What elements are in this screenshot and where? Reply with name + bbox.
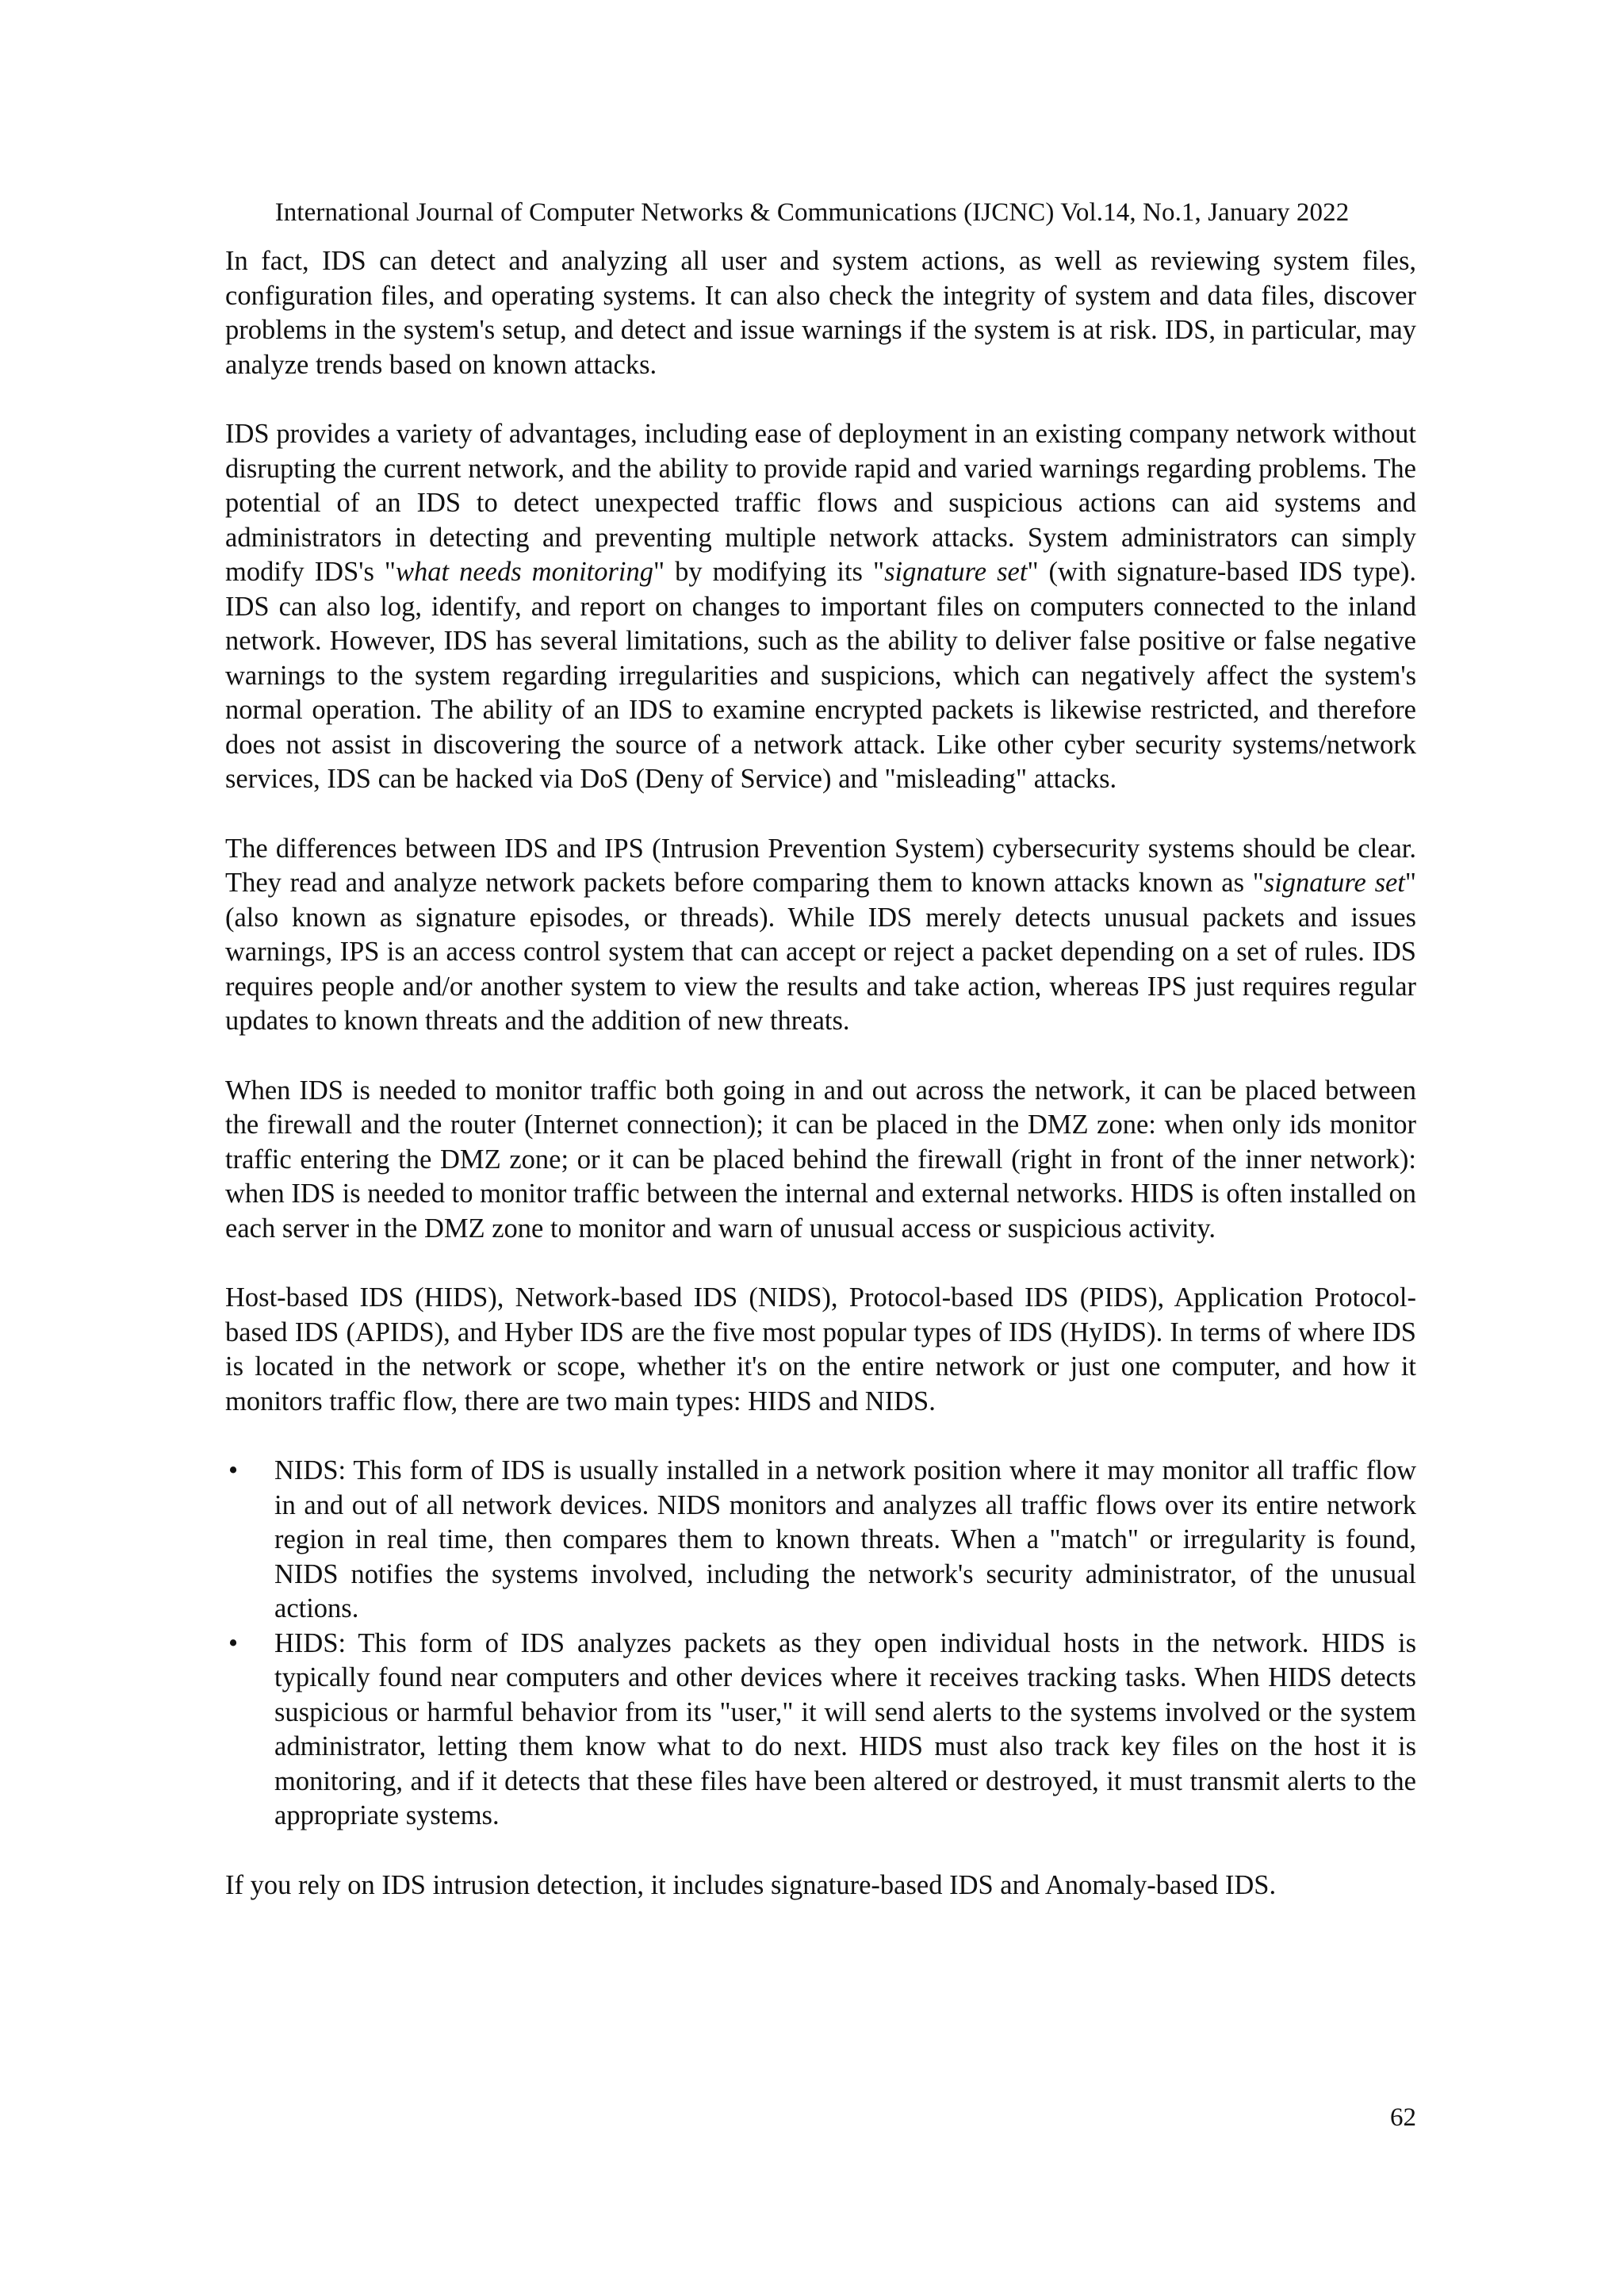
bullet-icon: •: [228, 1455, 239, 1485]
ids-types-list: [225, 1454, 1416, 1834]
list-item-text: HIDS: This form of IDS analyzes packets as they open individual hosts in the network. HIDS is typically found near computers and other devices where it receives tracking tasks. When HIDS detects suspicious or harmful behavior from its "user," it will send alerts to the systems involved or the system administrator, letting them know what to do next. HIDS must also track key files on the host it is monitoring, and if it detects that these files have been altered or destroyed, it must transmit alerts to the appropriate systems.: [274, 1627, 1416, 1830]
paragraph-ids-advantages-text-2: " by modifying its ": [653, 557, 885, 587]
paragraph-ids-vs-ips-text-1: The differences between IDS and IPS (Intrusion Prevention System) cybersecurity systems should be clear. They read and analyze network packets before comparing them to known attacks known as ": [225, 833, 1416, 898]
list-item-hids: [225, 1627, 1416, 1834]
paragraph-detection-types: If you rely on IDS intrusion detection, it includes signature-based IDS and Anomaly-based IDS.: [225, 1869, 1277, 1900]
page-number: 62: [1390, 2103, 1416, 2132]
list-item-text: NIDS: This form of IDS is usually installed in a network position where it may monitor all traffic flow in and out of all network devices. NIDS monitors and analyzes all traffic flows over its entire network region in real time, then compares them to known threats. When a "match" or irregularity is found, NIDS notifies the systems involved, including the network's security administrator, of the unusual actions.: [274, 1455, 1416, 1623]
paragraph-ids-types: Host-based IDS (HIDS), Network-based IDS (NIDS), Protocol-based IDS (PIDS), Application Protocol-based IDS (APIDS), and Hyber IDS are the five most popular types of IDS (HyIDS). In terms of where IDS is located in the network or scope, whether it's on the entire network or just one computer, and how it monitors traffic flow, there are two main types: HIDS and NIDS.: [225, 1282, 1416, 1416]
emphasis-signature-set: signature set: [1263, 868, 1405, 898]
paragraph-ids-advantages-text-1: IDS provides a variety of advantages, including ease of deployment in an existing company network without disrupting the current network, and the ability to provide rapid and varied warnings regarding problems. The potential of an IDS to detect unexpected traffic flows and suspicious actions can aid systems and administrators in detecting and preventing multiple network attacks. System administrators can simply modify IDS's ": [225, 419, 1416, 587]
paragraph-ids-placement: When IDS is needed to monitor traffic both going in and out across the network, it can be placed between the firewall and the router (Internet connection); it can be placed in the DMZ zone: when only ids monitor traffic entering the DMZ zone; or it can be placed behind the firewall (right in front of the inner network): when IDS is needed to monitor traffic between the internal and external networks. HIDS is often installed on each server in the DMZ zone to monitor and warn of unusual access or suspicious activity.: [225, 1075, 1416, 1244]
emphasis-signature-set: signature set: [884, 557, 1028, 587]
journal-header: International Journal of Computer Networks & Communications (IJCNC) Vol.14, No.1, January 2022: [274, 198, 1350, 227]
emphasis-what-needs-monitoring: what needs monitoring: [396, 557, 654, 587]
paragraph-ids-advantages: [225, 417, 1416, 797]
body-text: [225, 244, 1416, 1938]
list-item-nids: [225, 1454, 1416, 1627]
paragraph-ids-vs-ips: [225, 832, 1416, 1039]
paragraph-ids-advantages-text-3: " (with signature-based IDS type). IDS can also log, identify, and report on changes to important files on computers connected to the inland network. However, IDS has several limitations, such as the ability to deliver false positive or false negative warnings to the system regarding irregularities and suspicions, which can negatively affect the system's normal operation. The ability of an IDS to examine encrypted packets is likewise restricted, and therefore does not assist in discovering the source of a network attack. Like other cyber security systems/network services, IDS can be hacked via DoS (Deny of Service) and "misleading" attacks.: [225, 557, 1416, 794]
paragraph-ids-capabilities: In fact, IDS can detect and analyzing all user and system actions, as well as reviewing system files, configuration files, and operating systems. It can also check the integrity of system and data files, discover problems in the system's setup, and detect and issue warnings if the system is at risk. IDS, in particular, may analyze trends based on known attacks.: [225, 246, 1416, 380]
paragraph-ids-vs-ips-text-2: " (also known as signature episodes, or threads). While IDS merely detects unusual packets and issues warnings, IPS is an access control system that can accept or reject a packet depending on a set of rules. IDS requires people and/or another system to view the results and take action, whereas IPS just requires regular updates to known threats and the addition of new threats.: [225, 868, 1416, 1036]
bullet-icon: •: [228, 1627, 239, 1658]
